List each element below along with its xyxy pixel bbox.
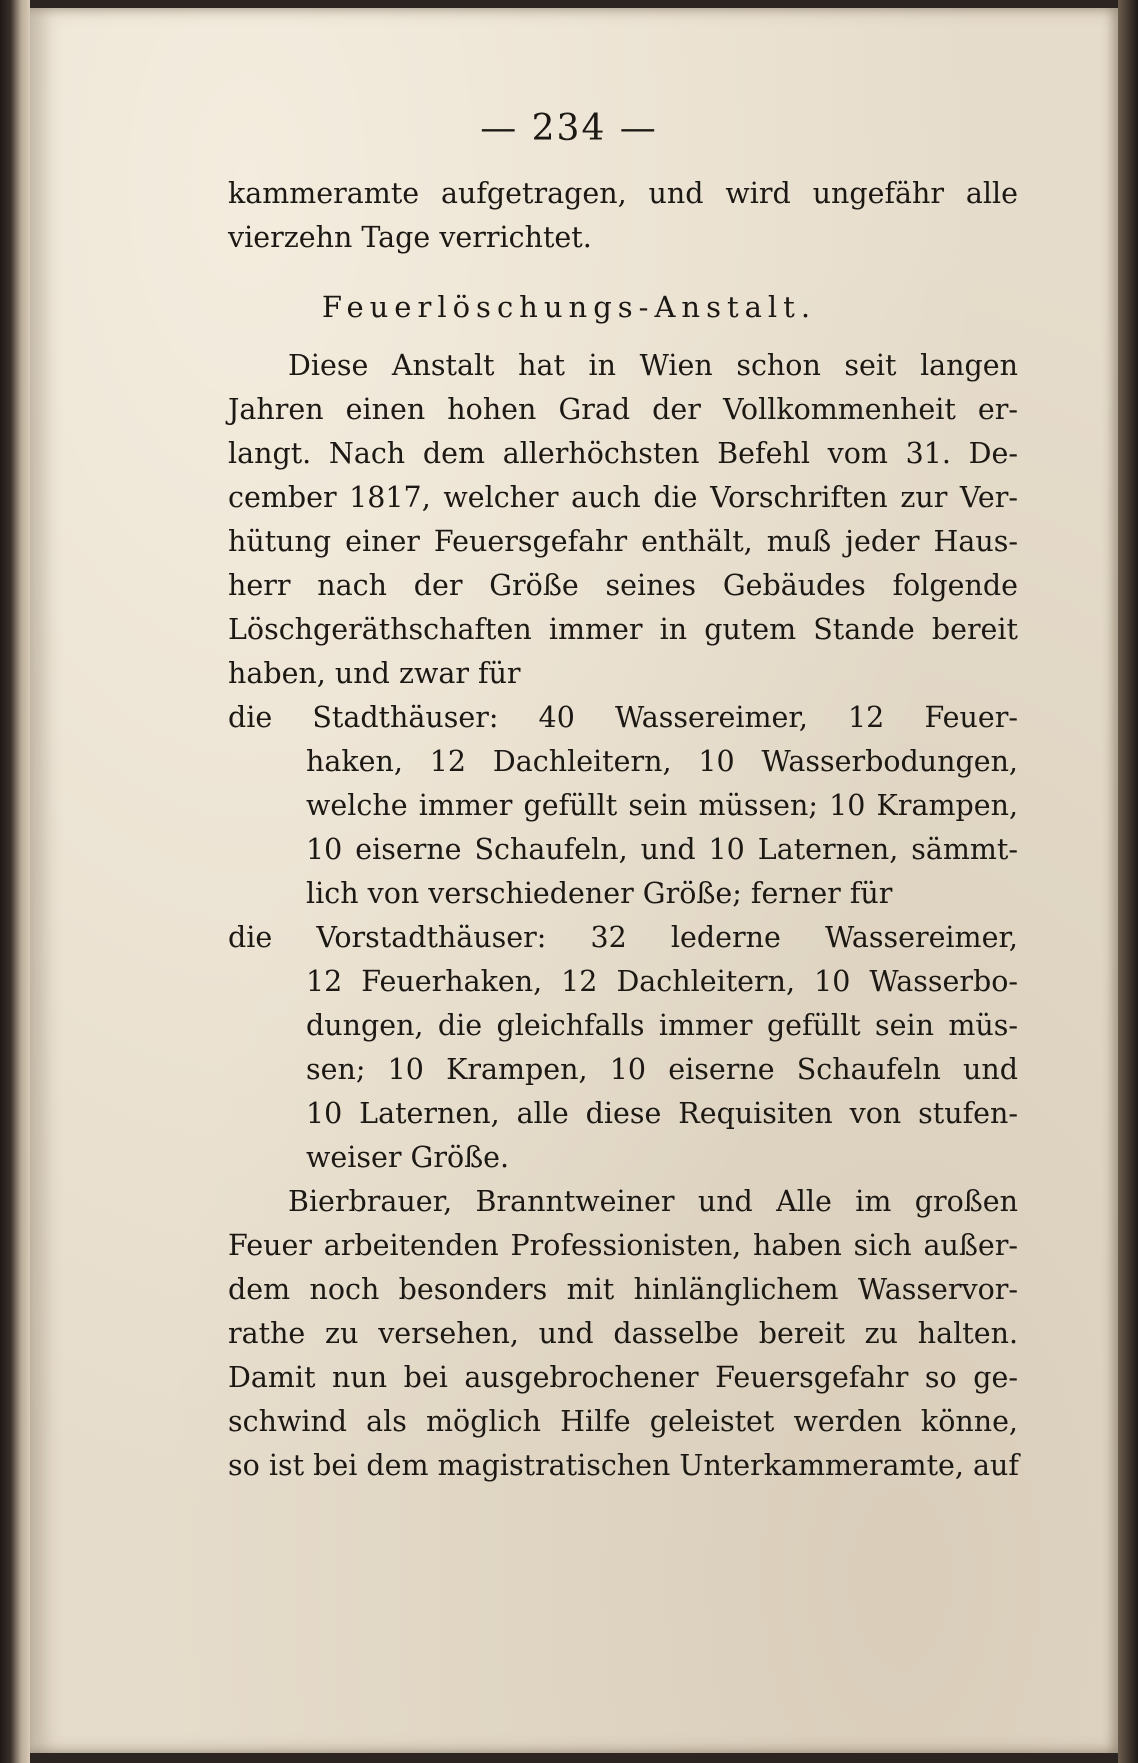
stadthaeuser-list xyxy=(228,696,1018,916)
text-line: 12 Feuerhaken, 12 Dachleitern, 10 Wasserbo- xyxy=(306,965,1018,998)
vorstadthaeuser-list xyxy=(228,916,1018,1180)
text-line: 10 Laternen, alle diese Requisiten von stufen- xyxy=(306,1097,1018,1130)
text-line: dungen, die gleichfalls immer gefüllt sein müs- xyxy=(306,1009,1018,1042)
intro-paragraph xyxy=(228,172,1018,260)
text-line: Löschgeräthschaften immer in gutem Stande bereit xyxy=(228,613,1018,646)
text-line: die Stadthäuser: 40 Wassereimer, 12 Feuer- xyxy=(228,701,1018,734)
text-line: cember 1817, welcher auch die Vorschriften zur Ver- xyxy=(228,481,1018,514)
body-paragraph xyxy=(228,344,1018,696)
text-line: haben, und zwar für xyxy=(228,657,521,690)
text-line: so ist bei dem magistratischen Unterkammeramte, auf xyxy=(228,1449,1019,1482)
text-line: 10 eiserne Schaufeln, und 10 Laternen, sämmt- xyxy=(306,833,1018,866)
text-line: kammeramte aufgetragen, und wird ungefähr alle xyxy=(228,177,1018,210)
book-gutter xyxy=(0,0,30,1763)
text-line: die Vorstadthäuser: 32 lederne Wassereimer, xyxy=(228,921,1018,954)
text-line: haken, 12 Dachleitern, 10 Wasserbodungen, xyxy=(306,745,1018,778)
text-line: Bierbrauer, Branntweiner und Alle im großen xyxy=(288,1185,1018,1218)
text-line: lich von verschiedener Größe; ferner für xyxy=(306,877,893,910)
text-line: Jahren einen hohen Grad der Vollkommenheit er- xyxy=(228,393,1018,426)
text-line: dem noch besonders mit hinlänglichem Wasservor- xyxy=(228,1273,1018,1306)
text-line: vierzehn Tage verrichtet. xyxy=(228,221,592,254)
text-line: weiser Größe. xyxy=(306,1141,510,1174)
book-edge xyxy=(1118,0,1138,1763)
text-line: Damit nun bei ausgebrochener Feuersgefahr so ge- xyxy=(228,1361,1018,1394)
section-heading: Feuerlöschungs-Anstalt. xyxy=(321,290,817,324)
text-line: rathe zu versehen, und dasselbe bereit zu halten. xyxy=(228,1317,1018,1350)
text-line: sen; 10 Krampen, 10 eiserne Schaufeln und xyxy=(306,1053,1018,1086)
text-line: hütung einer Feuersgefahr enthält, muß jeder Haus- xyxy=(228,525,1018,558)
text-line: langt. Nach dem allerhöchsten Befehl vom 31. De- xyxy=(228,437,1018,470)
text-line: Feuer arbeitenden Professionisten, haben sich außer- xyxy=(228,1229,1018,1262)
page-number: — 234 — xyxy=(480,108,658,149)
text-line: Diese Anstalt hat in Wien schon seit langen xyxy=(288,349,1018,382)
text-line: herr nach der Größe seines Gebäudes folgende xyxy=(228,569,1018,602)
text-line: welche immer gefüllt sein müssen; 10 Krampen, xyxy=(306,789,1018,822)
text-line: schwind als möglich Hilfe geleistet werden könne, xyxy=(228,1405,1018,1438)
final-paragraph xyxy=(228,1180,1018,1488)
